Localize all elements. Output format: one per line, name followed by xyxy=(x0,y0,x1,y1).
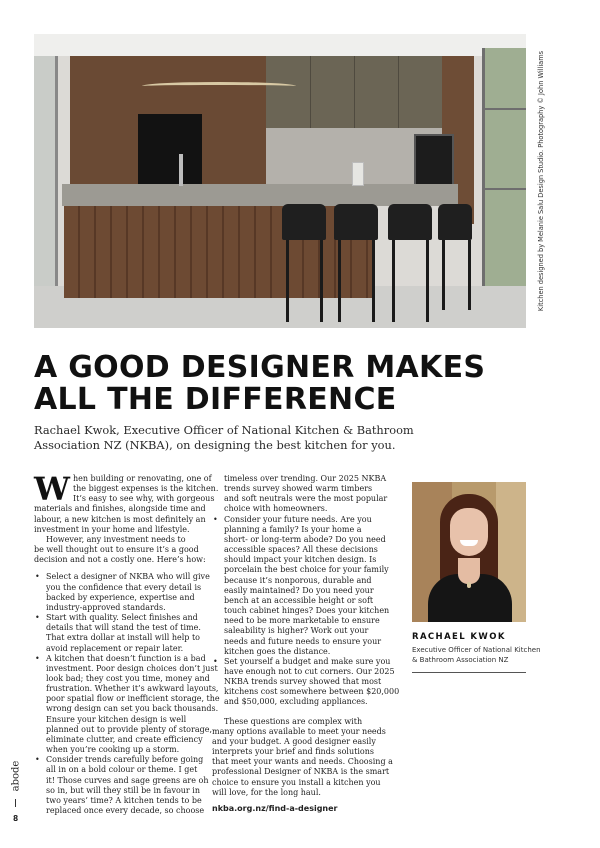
photo-island-benchtop xyxy=(62,184,458,206)
standfirst-line: Association NZ (NKBA), on designing the best kitchen for you. xyxy=(34,438,396,452)
article-column-2 xyxy=(212,474,400,814)
closing-paragraph: These questions are complex with many options available to meet your needs and your budget. A good designer easily interprets your brief and finds solutions that meet your wants and needs. Choosing a professional Designer of NKBA is the smart choice to ensure you install a kitchen you will love, for the long haul. xyxy=(212,716,393,797)
photo-ceiling xyxy=(34,34,526,56)
photo-oven xyxy=(414,134,454,190)
photo-tap xyxy=(179,154,183,186)
article-standfirst xyxy=(34,423,554,453)
drop-cap: W xyxy=(34,470,70,508)
list-item: • Consider trends carefully before going all in on a bold colour or theme. I get it! Those curves and sage greens are oh so in, but will they still be in favour in two years’ time? A kitchen tends to be replaced once every decade, so choose xyxy=(34,755,202,816)
list-item: • Consider your future needs. Are you planning a family? Is your home a short- or long-term abode? Do you need accessible spaces? All these decisions should impact your kitchen design. Is porcelain the best choice for your family because it’s nonporous, durable and easily maintained? Do you need your bench at an accessible height or soft touch cabinet hinges? Does your kitchen need to be more marketable to ensure saleability is higher? Work out your needs and future needs to ensure your kitchen goes the distance. xyxy=(212,515,382,657)
standfirst-line: Rachael Kwok, Executive Officer of National Kitchen & Bathroom xyxy=(34,423,414,437)
headline-line: A GOOD DESIGNER MAKES xyxy=(34,350,486,385)
paragraph-1: W hen building or renovating, one of the biggest expenses is the kitchen. It’s easy to see why, with gorgeous materials and finishes, alongside time and labour, a new kitchen is most definitely an investment in your home and lifestyle. xyxy=(34,470,219,534)
photo-fridge xyxy=(138,114,202,188)
tips-list xyxy=(34,572,220,816)
nkba-designer-link[interactable]: nkba.org.nz/find-a-designer xyxy=(212,803,338,813)
profile-divider xyxy=(412,672,526,673)
list-item: • Set yourself a budget and make sure you have enough not to cut corners. Our 2025 NKBA trends survey showed that most kitchens cost somewhere between $20,000 and $50,000, excluding appliances. xyxy=(212,657,382,708)
photo-credit: Kitchen designed by Melanie Salu Design Studio. Photography © John Williams xyxy=(537,50,545,312)
list-item: • Select a designer of NKBA who will give you the confidence that every detail is backed by experience, expertise and industry-approved standards. xyxy=(34,572,202,613)
profile-role: Executive Officer of National Kitchen & Bathroom Association NZ xyxy=(412,646,541,664)
photo-pendant-light xyxy=(142,82,296,90)
photo-island-fluted xyxy=(64,206,374,298)
photo-stool xyxy=(438,204,472,240)
tips-list-continued xyxy=(212,514,400,708)
list-item: • A kitchen that doesn’t function is a bad investment. Poor design choices don’t just look bad; they cost you time, money and frustration. Whether it’s awkward layouts, poor spatial flow or inefficient storage, the wrong design can set you back thousands. Ensure your kitchen design is well planned out to provide plenty of storage, eliminate clutter, and create efficiency when you’re cooking up a storm. xyxy=(34,654,202,756)
photo-window-right xyxy=(482,48,526,288)
kitchen-photo xyxy=(34,34,526,328)
page-number: 8 xyxy=(13,814,19,823)
photo-window-left xyxy=(34,56,58,286)
photo-upper-cabinets xyxy=(266,56,442,128)
magazine-brand: abode xyxy=(10,760,22,792)
portrait-photo xyxy=(412,482,526,622)
list-item: • Start with quality. Select finishes and details that will stand the test of time. That extra dollar at install will help to avoid replacement or repair later. xyxy=(34,613,202,654)
photo-vase xyxy=(352,162,364,186)
photo-stool xyxy=(388,204,432,240)
profile-name: RACHAEL KWOK xyxy=(412,632,506,642)
photo-stool xyxy=(334,204,378,240)
photo-stool xyxy=(282,204,326,240)
article-column-1 xyxy=(34,470,220,816)
paragraph-2: However, any investment needs to be well thought out to ensure it’s a good decision and not a costly one. Here’s how: xyxy=(34,534,206,565)
article-headline xyxy=(34,352,554,416)
footer-divider xyxy=(15,799,16,807)
list-item-continued: timeless over trending. Our 2025 NKBA trends survey showed warm timbers and soft neutrals were the most popular choice with homeowners. xyxy=(224,474,388,514)
headline-line: ALL THE DIFFERENCE xyxy=(34,382,397,417)
